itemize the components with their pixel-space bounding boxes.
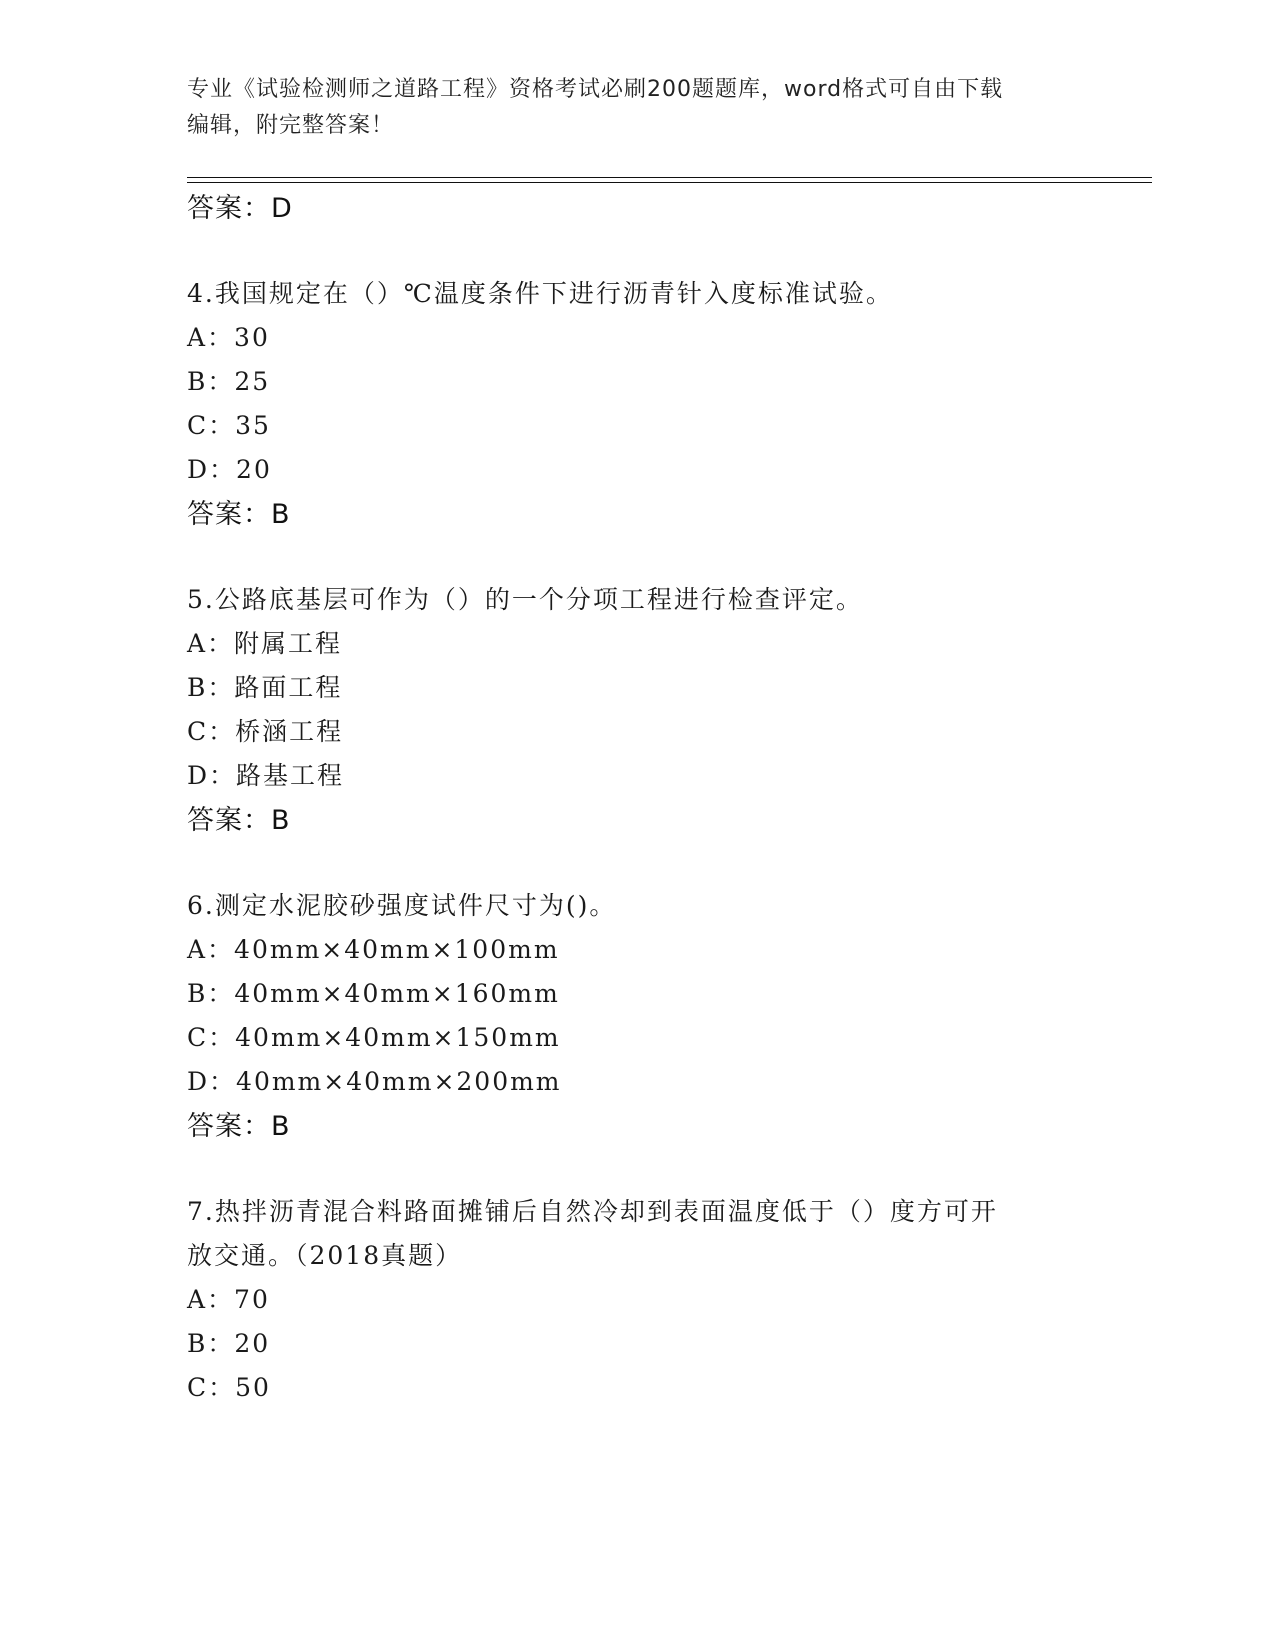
question-6-option-b: B：40mm×40mm×160mm xyxy=(187,979,560,1008)
header-divider-bottom xyxy=(187,182,1152,183)
question-7-option-b: B：20 xyxy=(187,1329,271,1358)
question-6-answer: 答案：B xyxy=(187,1111,291,1142)
question-6-option-d: D：40mm×40mm×200mm xyxy=(187,1067,562,1096)
question-4-answer: 答案：B xyxy=(187,499,291,530)
question-4-stem: 4.我国规定在（）℃温度条件下进行沥青针入度标准试验。 xyxy=(187,279,893,308)
question-5-option-a: A：附属工程 xyxy=(187,629,343,658)
document-header xyxy=(187,72,1067,144)
question-6-stem: 6.测定水泥胶砂强度试件尺寸为()。 xyxy=(187,891,617,920)
question-4-option-c: C：35 xyxy=(187,411,271,440)
question-6-option-a: A：40mm×40mm×100mm xyxy=(187,935,560,964)
question-7-stem-line-1: 7.热拌沥青混合料路面摊铺后自然冷却到表面温度低于（）度方可开 xyxy=(187,1197,998,1226)
question-4-option-a: A：30 xyxy=(187,323,270,352)
question-6-option-c: C：40mm×40mm×150mm xyxy=(187,1023,561,1052)
answer-previous: 答案：D xyxy=(187,193,293,224)
question-7-option-c: C：50 xyxy=(187,1373,271,1402)
question-7-option-a: A：70 xyxy=(187,1285,270,1314)
question-5-option-b: B：路面工程 xyxy=(187,673,343,702)
question-4-option-d: D：20 xyxy=(187,455,272,484)
question-4-option-b: B：25 xyxy=(187,367,271,396)
header-line-2: 编辑，附完整答案！ xyxy=(187,113,395,138)
question-5-option-d: D：路基工程 xyxy=(187,761,345,790)
question-7-stem-line-2: 放交通。（2018真题） xyxy=(187,1241,463,1270)
question-5-stem: 5.公路底基层可作为（）的一个分项工程进行检查评定。 xyxy=(187,585,863,614)
header-divider-top xyxy=(187,177,1152,178)
question-5-answer: 答案：B xyxy=(187,805,291,836)
header-line-1: 专业《试验检测师之道路工程》资格考试必刷200题题库，word格式可自由下载 xyxy=(187,77,1004,102)
question-5-option-c: C：桥涵工程 xyxy=(187,717,344,746)
